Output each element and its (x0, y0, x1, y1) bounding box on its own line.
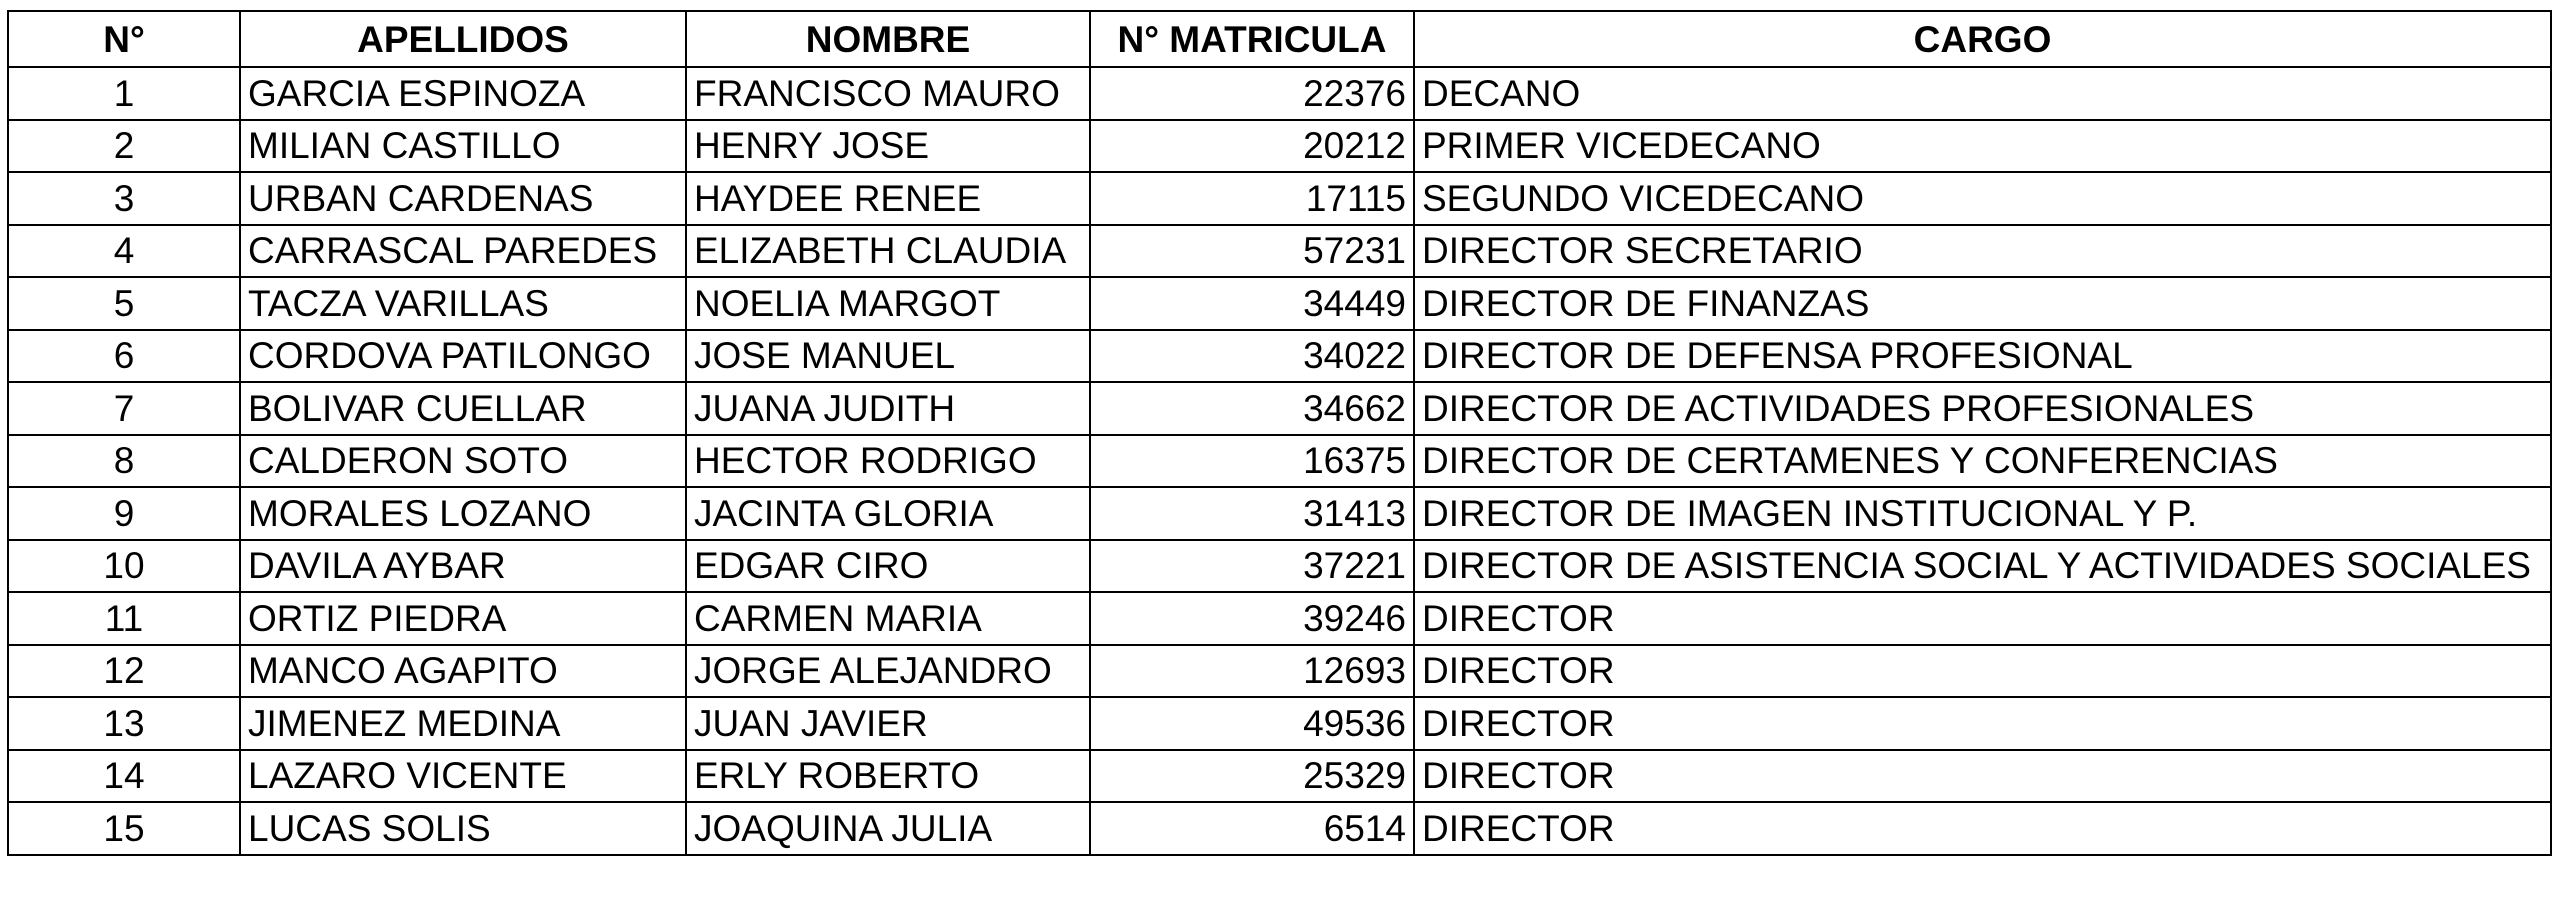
cell-nombre: ELIZABETH CLAUDIA (686, 225, 1090, 278)
cell-n: 14 (8, 750, 240, 803)
directors-table (7, 10, 2552, 856)
cell-matricula: 57231 (1090, 225, 1414, 278)
cell-apellidos: CARRASCAL PAREDES (240, 225, 686, 278)
cell-n: 10 (8, 540, 240, 593)
column-header-nombre: NOMBRE (686, 11, 1090, 67)
cell-nombre: HENRY JOSE (686, 120, 1090, 173)
cell-cargo: DIRECTOR (1414, 750, 2551, 803)
cell-matricula: 49536 (1090, 697, 1414, 750)
cell-nombre: JOAQUINA JULIA (686, 802, 1090, 855)
cell-nombre: JOSE MANUEL (686, 330, 1090, 383)
table-row (8, 67, 2551, 120)
table-row (8, 802, 2551, 855)
cell-cargo: DIRECTOR (1414, 592, 2551, 645)
cell-n: 7 (8, 382, 240, 435)
cell-matricula: 16375 (1090, 435, 1414, 488)
cell-cargo: DECANO (1414, 67, 2551, 120)
cell-apellidos: MILIAN CASTILLO (240, 120, 686, 173)
column-header-cargo: CARGO (1414, 11, 2551, 67)
cell-cargo: DIRECTOR (1414, 697, 2551, 750)
cell-apellidos: MANCO AGAPITO (240, 645, 686, 698)
table-row (8, 592, 2551, 645)
cell-nombre: FRANCISCO MAURO (686, 67, 1090, 120)
cell-cargo: DIRECTOR DE CERTAMENES Y CONFERENCIAS (1414, 435, 2551, 488)
cell-apellidos: LAZARO VICENTE (240, 750, 686, 803)
cell-cargo: DIRECTOR DE ACTIVIDADES PROFESIONALES (1414, 382, 2551, 435)
cell-apellidos: GARCIA ESPINOZA (240, 67, 686, 120)
cell-nombre: EDGAR CIRO (686, 540, 1090, 593)
cell-nombre: JORGE ALEJANDRO (686, 645, 1090, 698)
cell-apellidos: TACZA VARILLAS (240, 277, 686, 330)
cell-apellidos: ORTIZ PIEDRA (240, 592, 686, 645)
cell-matricula: 20212 (1090, 120, 1414, 173)
cell-nombre: JUANA JUDITH (686, 382, 1090, 435)
cell-cargo: DIRECTOR DE FINANZAS (1414, 277, 2551, 330)
cell-apellidos: BOLIVAR CUELLAR (240, 382, 686, 435)
cell-n: 13 (8, 697, 240, 750)
cell-matricula: 39246 (1090, 592, 1414, 645)
cell-matricula: 6514 (1090, 802, 1414, 855)
table-row (8, 540, 2551, 593)
cell-matricula: 37221 (1090, 540, 1414, 593)
table-row (8, 697, 2551, 750)
cell-cargo: DIRECTOR DE ASISTENCIA SOCIAL Y ACTIVIDADES SOCIALES (1414, 540, 2551, 593)
cell-n: 15 (8, 802, 240, 855)
cell-matricula: 34449 (1090, 277, 1414, 330)
cell-matricula: 31413 (1090, 487, 1414, 540)
cell-apellidos: LUCAS SOLIS (240, 802, 686, 855)
table-row (8, 382, 2551, 435)
cell-nombre: ERLY ROBERTO (686, 750, 1090, 803)
cell-nombre: HECTOR RODRIGO (686, 435, 1090, 488)
table-row (8, 645, 2551, 698)
column-header-apellidos: APELLIDOS (240, 11, 686, 67)
cell-matricula: 34022 (1090, 330, 1414, 383)
cell-cargo: DIRECTOR DE DEFENSA PROFESIONAL (1414, 330, 2551, 383)
cell-cargo: PRIMER VICEDECANO (1414, 120, 2551, 173)
table-header-row (8, 11, 2551, 67)
cell-matricula: 12693 (1090, 645, 1414, 698)
cell-n: 4 (8, 225, 240, 278)
cell-apellidos: MORALES LOZANO (240, 487, 686, 540)
table-body (8, 67, 2551, 855)
cell-n: 3 (8, 172, 240, 225)
column-header-matricula: N° MATRICULA (1090, 11, 1414, 67)
table-row (8, 487, 2551, 540)
table-row (8, 225, 2551, 278)
cell-apellidos: DAVILA AYBAR (240, 540, 686, 593)
cell-n: 12 (8, 645, 240, 698)
cell-apellidos: CORDOVA PATILONGO (240, 330, 686, 383)
cell-cargo: DIRECTOR (1414, 645, 2551, 698)
cell-apellidos: CALDERON SOTO (240, 435, 686, 488)
cell-cargo: DIRECTOR (1414, 802, 2551, 855)
cell-cargo: DIRECTOR DE IMAGEN INSTITUCIONAL Y P. (1414, 487, 2551, 540)
cell-apellidos: URBAN CARDENAS (240, 172, 686, 225)
cell-n: 5 (8, 277, 240, 330)
table-row (8, 120, 2551, 173)
cell-n: 1 (8, 67, 240, 120)
cell-nombre: NOELIA MARGOT (686, 277, 1090, 330)
cell-n: 2 (8, 120, 240, 173)
table-row (8, 277, 2551, 330)
cell-n: 11 (8, 592, 240, 645)
table-row (8, 435, 2551, 488)
cell-matricula: 22376 (1090, 67, 1414, 120)
cell-cargo: DIRECTOR SECRETARIO (1414, 225, 2551, 278)
column-header-n: N° (8, 11, 240, 67)
table-row (8, 750, 2551, 803)
cell-n: 6 (8, 330, 240, 383)
cell-nombre: JUAN JAVIER (686, 697, 1090, 750)
cell-apellidos: JIMENEZ MEDINA (240, 697, 686, 750)
cell-matricula: 17115 (1090, 172, 1414, 225)
cell-cargo: SEGUNDO VICEDECANO (1414, 172, 2551, 225)
cell-nombre: JACINTA GLORIA (686, 487, 1090, 540)
table-row (8, 330, 2551, 383)
cell-matricula: 25329 (1090, 750, 1414, 803)
cell-matricula: 34662 (1090, 382, 1414, 435)
cell-n: 8 (8, 435, 240, 488)
cell-nombre: CARMEN MARIA (686, 592, 1090, 645)
cell-n: 9 (8, 487, 240, 540)
table-row (8, 172, 2551, 225)
cell-nombre: HAYDEE RENEE (686, 172, 1090, 225)
